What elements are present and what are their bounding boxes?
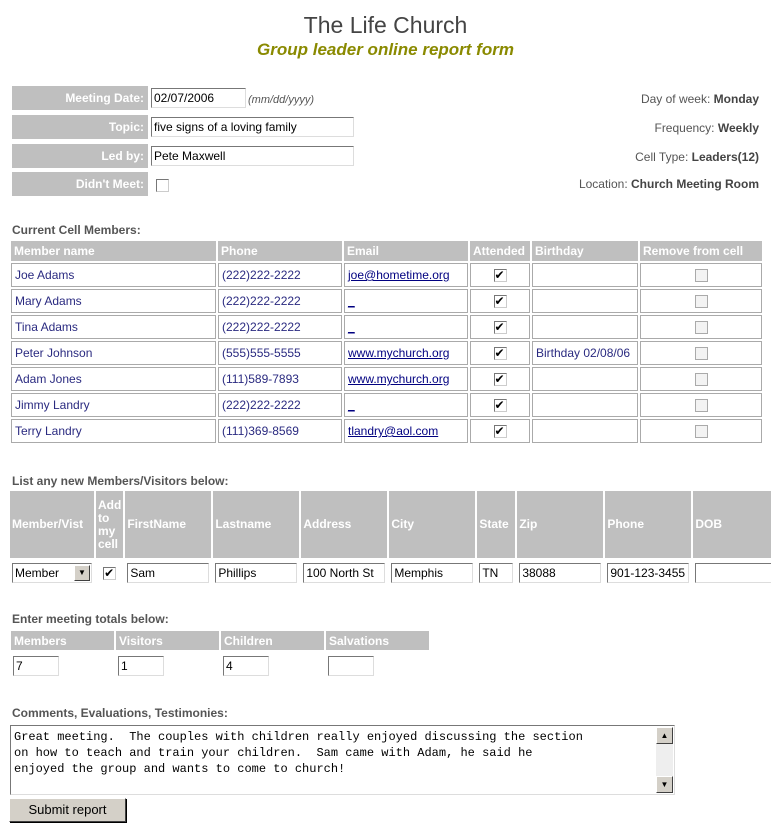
totals-table <box>9 629 431 680</box>
day-of-week-label: Day of week: <box>640 92 711 106</box>
remove-from-cell-checkbox[interactable] <box>695 399 708 412</box>
attended-checkbox[interactable] <box>494 399 507 412</box>
member-name[interactable]: Terry Landry <box>11 419 216 443</box>
visitor-firstname-input[interactable]: Sam <box>127 563 209 583</box>
member-birthday <box>532 289 638 313</box>
check-icon: ✔ <box>494 320 505 335</box>
remove-from-cell-checkbox[interactable] <box>695 321 708 334</box>
day-of-week-info <box>641 92 759 106</box>
col-email: Email <box>344 241 468 261</box>
member-phone: (222)222-2222 <box>218 263 342 287</box>
check-icon: ✔ <box>494 346 505 361</box>
visitors-total-input[interactable]: 1 <box>118 656 164 676</box>
member-name[interactable]: Tina Adams <box>11 315 216 339</box>
attended-checkbox[interactable] <box>494 321 507 334</box>
children-total-input[interactable]: 4 <box>223 656 269 676</box>
cell-type-info <box>635 150 759 164</box>
scroll-down-icon[interactable]: ▼ <box>656 776 673 793</box>
page-subtitle: Group leader online report form <box>257 40 514 59</box>
member-birthday <box>532 393 638 417</box>
col-phone: Phone <box>218 241 342 261</box>
member-birthday <box>532 315 638 339</box>
member-birthday <box>532 367 638 391</box>
col-add-to-cell: Add to my cell <box>96 491 123 558</box>
col-lastname: Lastname <box>213 491 299 558</box>
col-dob: DOB <box>693 491 771 558</box>
member-phone: (222)222-2222 <box>218 393 342 417</box>
col-remove: Remove from cell <box>640 241 762 261</box>
didnt-meet-checkbox[interactable] <box>156 179 169 192</box>
member-phone: (111)589-7893 <box>218 367 342 391</box>
check-icon: ✔ <box>494 372 505 387</box>
member-phone: (111)369-8569 <box>218 419 342 443</box>
member-phone: (222)222-2222 <box>218 315 342 339</box>
remove-from-cell-checkbox[interactable] <box>695 373 708 386</box>
members-total-label: Members <box>11 631 114 650</box>
meeting-date-label: Meeting Date: <box>12 86 148 110</box>
led-by-label: Led by: <box>12 144 148 168</box>
member-visitor-value: Member <box>15 566 60 580</box>
attended-checkbox[interactable] <box>494 373 507 386</box>
comments-textarea[interactable] <box>10 725 675 795</box>
comments-scrollbar[interactable] <box>656 727 673 793</box>
totals-heading: Enter meeting totals below: <box>12 612 169 626</box>
member-email-link[interactable]: tlandry@aol.com <box>348 424 439 438</box>
col-phone-visitor: Phone <box>605 491 691 558</box>
member-phone: (222)222-2222 <box>218 289 342 313</box>
visitor-dob-input[interactable] <box>695 563 771 583</box>
topic-input[interactable]: five signs of a loving family <box>151 117 354 137</box>
member-name[interactable]: Mary Adams <box>11 289 216 313</box>
member-name[interactable]: Joe Adams <box>11 263 216 287</box>
remove-from-cell-checkbox[interactable] <box>695 295 708 308</box>
member-email-link[interactable]: _ <box>348 294 355 308</box>
topic-label: Topic: <box>12 115 148 139</box>
add-to-cell-checkbox[interactable] <box>103 567 116 580</box>
visitor-lastname-input[interactable]: Phillips <box>215 563 297 583</box>
remove-from-cell-checkbox[interactable] <box>695 269 708 282</box>
cell-type-value: Leaders(12) <box>691 150 759 164</box>
date-format-hint: (mm/dd/yyyy) <box>248 94 314 106</box>
location-label: Location: <box>578 177 628 191</box>
member-email-link[interactable]: _ <box>348 320 355 334</box>
salvations-total-input[interactable] <box>328 656 374 676</box>
member-email-link[interactable]: www.mychurch.org <box>348 346 450 360</box>
page-title: The Life Church <box>303 12 468 38</box>
attended-checkbox[interactable] <box>494 295 507 308</box>
col-attended: Attended <box>470 241 530 261</box>
visitor-phone-input[interactable]: 901-123-3455 <box>607 563 689 583</box>
frequency-label: Frequency: <box>654 121 715 135</box>
salvations-total-label: Salvations <box>326 631 429 650</box>
member-birthday <box>532 419 638 443</box>
member-birthday <box>532 263 638 287</box>
frequency-info <box>654 121 759 135</box>
member-phone: (555)555-5555 <box>218 341 342 365</box>
table-row <box>11 315 762 339</box>
meeting-date-input[interactable]: 02/07/2006 <box>151 88 246 108</box>
visitor-zip-input[interactable]: 38088 <box>519 563 601 583</box>
col-member-name: Member name <box>11 241 216 261</box>
didnt-meet-label: Didn't Meet: <box>12 172 148 196</box>
table-row <box>11 393 762 417</box>
member-email-link[interactable]: www.mychurch.org <box>348 372 450 386</box>
check-icon: ✔ <box>494 424 505 439</box>
col-firstname: FirstName <box>125 491 211 558</box>
check-icon: ✔ <box>494 398 505 413</box>
table-row <box>11 419 762 443</box>
table-row <box>11 289 762 313</box>
member-visitor-select[interactable] <box>12 563 92 583</box>
col-address: Address <box>301 491 387 558</box>
comments-text: Great meeting. The couples with children really enjoyed discussing the section on how to teach and train your children. Sam came with Adam, he said he enjoyed the group and wants to come to church! <box>14 730 583 776</box>
check-icon: ✔ <box>104 566 115 581</box>
visitor-state-input[interactable]: TN <box>479 563 513 583</box>
member-birthday: Birthday 02/08/06 <box>532 341 638 365</box>
members-total-input[interactable]: 7 <box>13 656 59 676</box>
check-icon: ✔ <box>494 268 505 283</box>
location-info <box>579 177 759 191</box>
col-city: City <box>389 491 475 558</box>
member-name[interactable]: Adam Jones <box>11 367 216 391</box>
member-email-link[interactable]: _ <box>348 398 355 412</box>
table-row <box>11 263 762 287</box>
day-of-week-value: Monday <box>713 92 759 106</box>
col-member-vist: Member/Vist <box>10 491 94 558</box>
attended-checkbox[interactable] <box>494 347 507 360</box>
remove-from-cell-checkbox[interactable] <box>695 347 708 360</box>
remove-from-cell-checkbox[interactable] <box>695 425 708 438</box>
col-birthday: Birthday <box>532 241 638 261</box>
member-name[interactable]: Peter Johnson <box>11 341 216 365</box>
current-members-heading: Current Cell Members: <box>12 223 141 237</box>
location-value: Church Meeting Room <box>631 177 759 191</box>
table-row <box>11 367 762 391</box>
visitors-total-label: Visitors <box>116 631 219 650</box>
frequency-value: Weekly <box>717 121 759 135</box>
children-total-label: Children <box>221 631 324 650</box>
visitor-address-input[interactable]: 100 North St <box>303 563 385 583</box>
submit-report-button[interactable]: Submit report <box>9 798 126 822</box>
led-by-input[interactable]: Pete Maxwell <box>151 146 354 166</box>
cell-type-label: Cell Type: <box>635 150 689 164</box>
table-row <box>11 341 762 365</box>
new-visitors-heading: List any new Members/Visitors below: <box>12 474 229 488</box>
member-name[interactable]: Jimmy Landry <box>11 393 216 417</box>
members-table <box>9 239 764 445</box>
col-zip: Zip <box>517 491 603 558</box>
scroll-up-icon[interactable]: ▲ <box>656 727 673 744</box>
col-state: State <box>477 491 515 558</box>
attended-checkbox[interactable] <box>494 269 507 282</box>
attended-checkbox[interactable] <box>494 425 507 438</box>
comments-heading: Comments, Evaluations, Testimonies: <box>12 706 228 720</box>
check-icon: ✔ <box>494 294 505 309</box>
dropdown-arrow-icon[interactable]: ▼ <box>74 565 90 581</box>
member-email-link[interactable]: joe@hometime.org <box>348 268 450 282</box>
visitors-table <box>8 489 771 588</box>
visitor-city-input[interactable]: Memphis <box>391 563 473 583</box>
